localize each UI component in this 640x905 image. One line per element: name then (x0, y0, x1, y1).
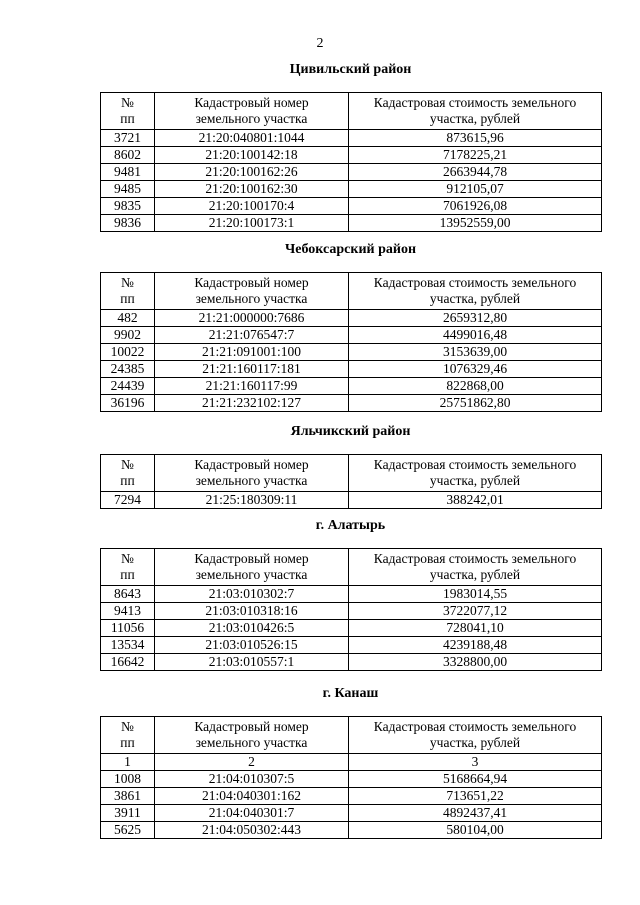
row-number: 9902 (101, 327, 155, 344)
header-line: земельного участка (195, 291, 308, 306)
table-row (101, 181, 602, 198)
row-number: 9481 (101, 164, 155, 181)
header-line: Кадастровая стоимость земельного (373, 719, 577, 734)
cadastral-number: 21:20:100162:30 (155, 181, 349, 198)
header-row (101, 717, 602, 754)
table-row (101, 327, 602, 344)
table-row (101, 361, 602, 378)
table-row (101, 147, 602, 164)
row-number: 24439 (101, 378, 155, 395)
cadastral-number: 21:20:100162:26 (155, 164, 349, 181)
row-number: 5625 (101, 822, 155, 839)
header-line: земельного участка (195, 473, 308, 488)
header-line: пп (120, 111, 135, 126)
row-number: 8602 (101, 147, 155, 164)
cadastral-value: 2659312,80 (349, 310, 602, 327)
cadastral-number: 21:03:010557:1 (155, 654, 349, 671)
header-line: участка, рублей (429, 111, 521, 126)
table-row (101, 603, 602, 620)
column-header-cadastral-number (155, 549, 349, 586)
column-header-number (101, 549, 155, 586)
header-line: Кадастровый номер (194, 551, 309, 566)
row-number: 8643 (101, 586, 155, 603)
column-header-number (101, 273, 155, 310)
cadastral-value: 580104,00 (349, 822, 602, 839)
cadastral-number: 21:21:160117:99 (155, 378, 349, 395)
row-number: 16642 (101, 654, 155, 671)
table-row (101, 637, 602, 654)
cadastral-number: 21:21:232102:127 (155, 395, 349, 412)
section-title: Чебоксарский район (284, 242, 417, 257)
header-line: участка, рублей (429, 735, 521, 750)
header-line: пп (120, 567, 135, 582)
section-title: г. Алатырь (315, 518, 386, 533)
table-row (101, 310, 602, 327)
column-header-cadastral-number (155, 273, 349, 310)
cadastral-value: 25751862,80 (349, 395, 602, 412)
table-row (101, 378, 602, 395)
header-line: № (121, 95, 134, 110)
column-header-cadastral-value (349, 93, 602, 130)
table-row (101, 771, 602, 788)
column-header-number (101, 93, 155, 130)
row-number: 24385 (101, 361, 155, 378)
cadastral-value: 1076329,46 (349, 361, 602, 378)
cadastral-value: 1983014,55 (349, 586, 602, 603)
row-number: 3861 (101, 788, 155, 805)
row-number: 9485 (101, 181, 155, 198)
header-line: земельного участка (195, 567, 308, 582)
header-line: № (121, 719, 134, 734)
row-number: 9413 (101, 603, 155, 620)
cadastral-number: 21:04:050302:443 (155, 822, 349, 839)
cadastral-number: 21:20:100173:1 (155, 215, 349, 232)
table-row (101, 805, 602, 822)
table-row (101, 344, 602, 361)
cadastral-value: 2663944,78 (349, 164, 602, 181)
table-row (101, 395, 602, 412)
column-header-cadastral-number (155, 455, 349, 492)
cadastral-number: 21:20:100142:18 (155, 147, 349, 164)
header-line: Кадастровая стоимость земельного (373, 275, 577, 290)
header-line: Кадастровый номер (194, 275, 309, 290)
cadastral-value: 4239188,48 (349, 637, 602, 654)
table-row (101, 586, 602, 603)
column-header-cadastral-value (349, 549, 602, 586)
cadastral-value: 13952559,00 (349, 215, 602, 232)
row-number: 9835 (101, 198, 155, 215)
header-line: № (121, 457, 134, 472)
column-header-cadastral-value (349, 273, 602, 310)
column-header-number (101, 717, 155, 754)
numbering-cell: 3 (349, 754, 602, 771)
row-number: 11056 (101, 620, 155, 637)
cadastral-number: 21:04:010307:5 (155, 771, 349, 788)
column-header-cadastral-number (155, 717, 349, 754)
cadastral-number: 21:03:010318:16 (155, 603, 349, 620)
cadastral-number: 21:20:100170:4 (155, 198, 349, 215)
header-line: Кадастровая стоимость земельного (373, 551, 577, 566)
row-number: 7294 (101, 492, 155, 509)
cadastral-number: 21:21:000000:7686 (155, 310, 349, 327)
header-row (101, 455, 602, 492)
section-3 (100, 424, 601, 509)
row-number: 482 (101, 310, 155, 327)
cadastral-number: 21:21:160117:181 (155, 361, 349, 378)
numbering-cell: 1 (101, 754, 155, 771)
header-line: участка, рублей (429, 567, 521, 582)
cadastral-value: 388242,01 (349, 492, 602, 509)
header-line: № (121, 551, 134, 566)
header-row (101, 93, 602, 130)
cadastre-table (100, 454, 602, 509)
header-line: пп (120, 291, 135, 306)
header-line: пп (120, 473, 135, 488)
header-line: Кадастровый номер (194, 457, 309, 472)
header-line: Кадастровая стоимость земельного (373, 95, 577, 110)
column-header-cadastral-value (349, 455, 602, 492)
table-row (101, 822, 602, 839)
cadastral-number: 21:04:040301:162 (155, 788, 349, 805)
cadastre-table (100, 92, 602, 232)
header-line: Кадастровый номер (194, 95, 309, 110)
table-row (101, 492, 602, 509)
header-line: Кадастровый номер (194, 719, 309, 734)
section-5 (100, 686, 601, 839)
cadastre-table (100, 272, 602, 412)
cadastral-number: 21:21:076547:7 (155, 327, 349, 344)
section-4 (100, 518, 601, 671)
column-header-cadastral-value (349, 717, 602, 754)
table-row (101, 620, 602, 637)
cadastral-value: 5168664,94 (349, 771, 602, 788)
row-number: 3721 (101, 130, 155, 147)
cadastral-value: 728041,10 (349, 620, 602, 637)
table-row (101, 215, 602, 232)
row-number: 9836 (101, 215, 155, 232)
cadastral-value: 7061926,08 (349, 198, 602, 215)
section-1 (100, 62, 601, 232)
cadastral-number: 21:03:010526:15 (155, 637, 349, 654)
cadastral-value: 3153639,00 (349, 344, 602, 361)
table-row (101, 654, 602, 671)
row-number: 1008 (101, 771, 155, 788)
row-number: 13534 (101, 637, 155, 654)
cadastral-value: 3328800,00 (349, 654, 602, 671)
section-title: г. Канаш (322, 686, 379, 701)
numbering-row (101, 754, 602, 771)
table-row (101, 788, 602, 805)
cadastral-value: 4499016,48 (349, 327, 602, 344)
header-line: земельного участка (195, 111, 308, 126)
row-number: 10022 (101, 344, 155, 361)
cadastral-value: 912105,07 (349, 181, 602, 198)
table-row (101, 198, 602, 215)
cadastral-number: 21:03:010302:7 (155, 586, 349, 603)
header-line: участка, рублей (429, 473, 521, 488)
cadastral-value: 822868,00 (349, 378, 602, 395)
header-row (101, 549, 602, 586)
cadastral-value: 4892437,41 (349, 805, 602, 822)
table-row (101, 164, 602, 181)
numbering-cell: 2 (155, 754, 349, 771)
cadastral-number: 21:21:091001:100 (155, 344, 349, 361)
cadastre-table (100, 548, 602, 671)
cadastral-number: 21:04:040301:7 (155, 805, 349, 822)
header-row (101, 273, 602, 310)
section-2 (100, 242, 601, 412)
row-number: 36196 (101, 395, 155, 412)
row-number: 3911 (101, 805, 155, 822)
cadastral-number: 21:20:040801:1044 (155, 130, 349, 147)
cadastral-number: 21:25:180309:11 (155, 492, 349, 509)
header-line: пп (120, 735, 135, 750)
cadastre-table (100, 716, 602, 839)
header-line: Кадастровая стоимость земельного (373, 457, 577, 472)
section-title: Яльчикский район (290, 424, 411, 439)
section-title: Цивильский район (289, 62, 412, 77)
cadastral-value: 7178225,21 (349, 147, 602, 164)
cadastral-number: 21:03:010426:5 (155, 620, 349, 637)
cadastral-value: 3722077,12 (349, 603, 602, 620)
table-row (101, 130, 602, 147)
cadastral-value: 873615,96 (349, 130, 602, 147)
header-line: земельного участка (195, 735, 308, 750)
header-line: участка, рублей (429, 291, 521, 306)
cadastral-value: 713651,22 (349, 788, 602, 805)
column-header-cadastral-number (155, 93, 349, 130)
column-header-number (101, 455, 155, 492)
page-number: 2 (316, 36, 324, 51)
header-line: № (121, 275, 134, 290)
